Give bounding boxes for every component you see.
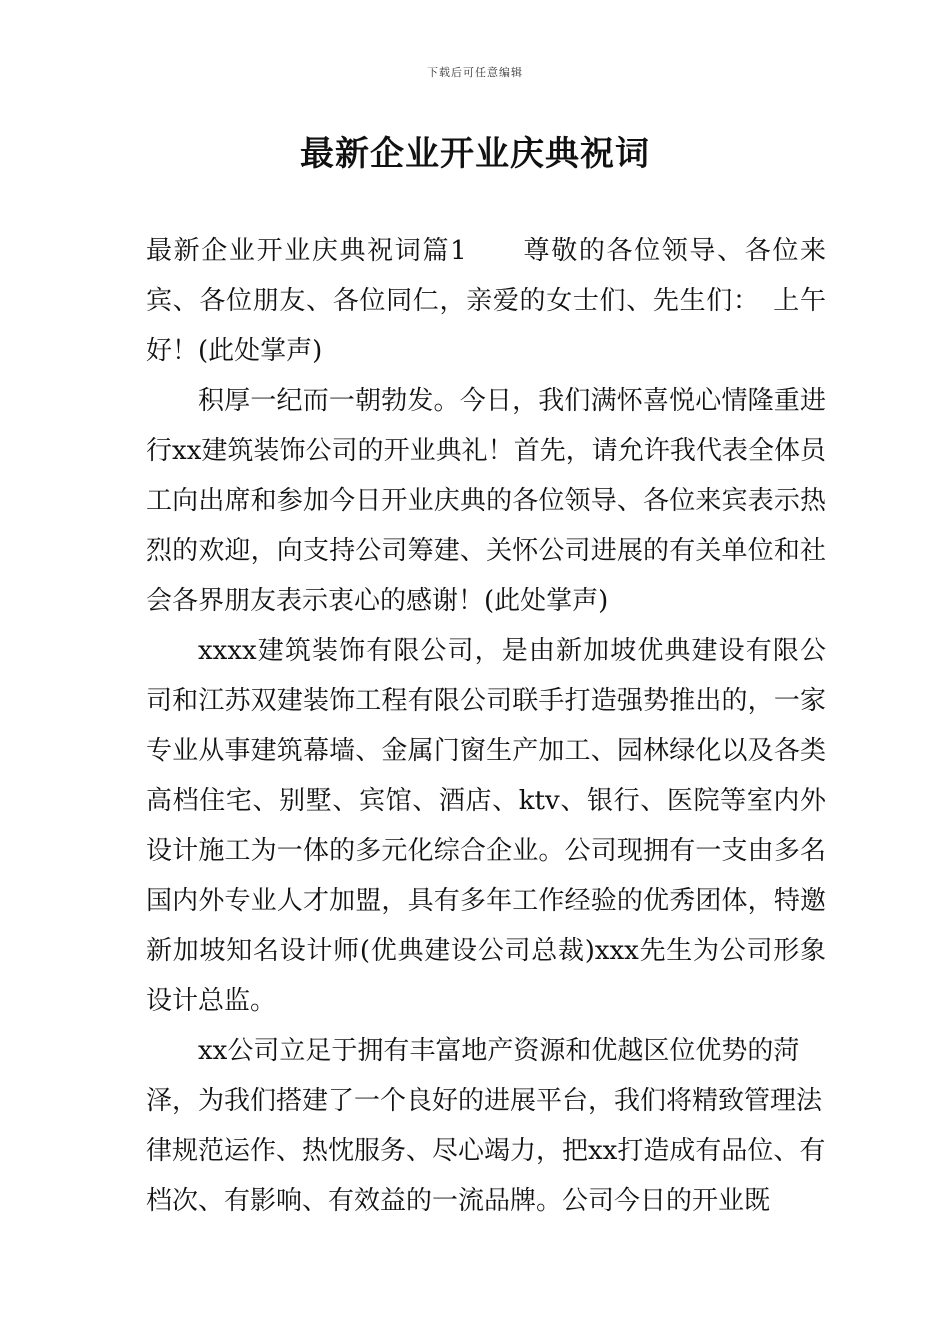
paragraph-4: xx公司立足于拥有丰富地产资源和优越区位优势的菏泽，为我们搭建了一个良好的进展平台，我们将精致管理法律规范运作、热忱服务、尽心竭力，把xx打造成有品位、有档次、有影响、有效益的一流品牌。公司今日的开业既 — [146, 1036, 826, 1216]
paragraph-1: 最新企业开业庆典祝词篇1 尊敬的各位领导、各位来宾、各位朋友、各位同仁，亲爱的女士们、先生们： 上午好！(此处掌声) — [146, 236, 826, 366]
header-note: 下载后可任意编辑 — [427, 66, 523, 79]
document-body — [146, 226, 826, 1226]
paragraph-2: 积厚一纪而一朝勃发。今日，我们满怀喜悦心情隆重进行xx建筑装饰公司的开业典礼！首先，请允许我代表全体员工向出席和参加今日开业庆典的各位领导、各位来宾表示热烈的欢迎，向支持公司筹建、关怀公司进展的有关单位和社会各界朋友表示衷心的感谢！(此处掌声) — [146, 386, 826, 616]
document-title: 最新企业开业庆典祝词 — [300, 134, 650, 174]
paragraph-3: xxxx建筑装饰有限公司，是由新加坡优典建设有限公司和江苏双建装饰工程有限公司联手打造强势推出的，一家专业从事建筑幕墙、金属门窗生产加工、园林绿化以及各类高档住宅、别墅、宾馆、酒店、ktv、银行、医院等室内外设计施工为一体的多元化综合企业。公司现拥有一支由多名国内外专业人才加盟，具有多年工作经验的优秀团体，特邀新加坡知名设计师(优典建设公司总裁)xxx先生为公司形象设计总监。 — [146, 636, 826, 1016]
